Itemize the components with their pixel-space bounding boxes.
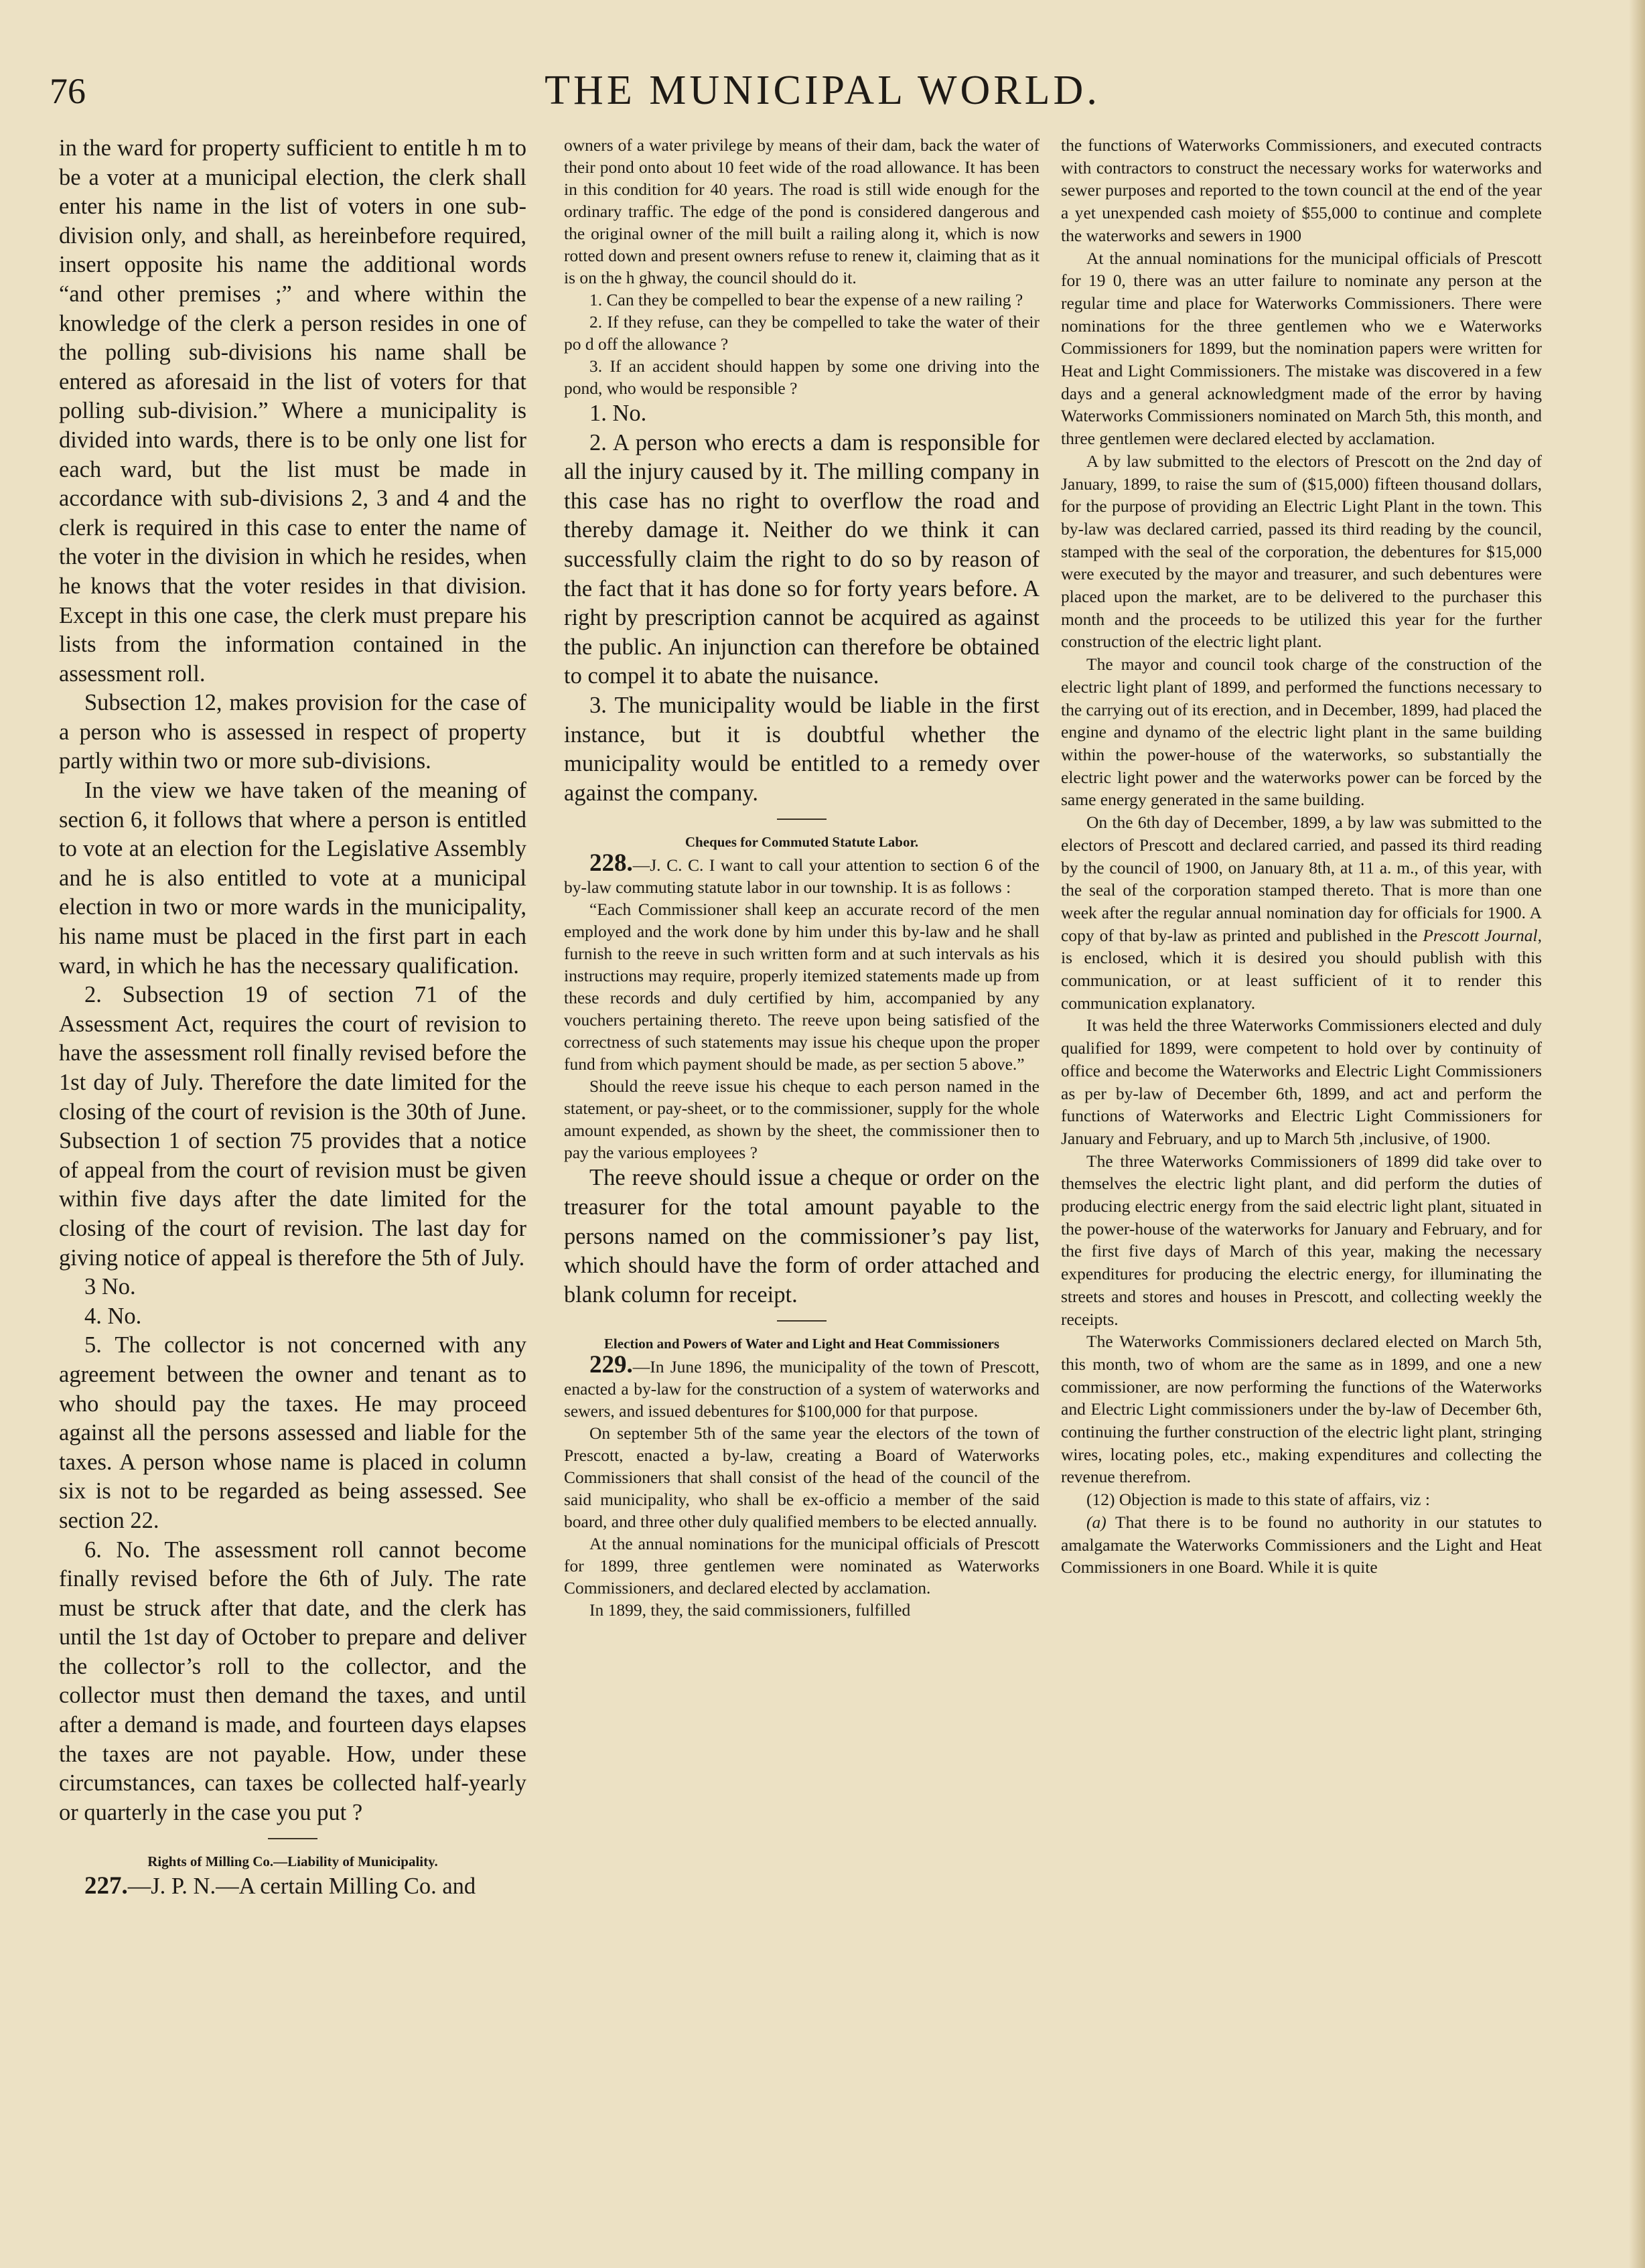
- section-heading: Cheques for Commuted Statute Labor.: [685, 834, 919, 851]
- publication-title: Prescott Journal,: [1423, 925, 1543, 945]
- question-text: —In June 1896, the municipality of the town of Prescott, enacted a by-law for the construction of a system of waterworks and sewers, and issued debentures for $100,000 for that purpose.: [564, 1357, 1040, 1421]
- section-heading: Rights of Milling Co.—Liability of Municipality.: [147, 1853, 438, 1870]
- paragraph: 2. Subsection 19 of section 71 of the Assessment Act, requires the court of revision to have the assessment roll finally revised before the 1st day of July. Therefore the date limited for the closing of the court of revision is the 30th of June. Subsection 1 of section 75 provides that a notice of appeal from the court of revision must be given within five days after the date limited for the closing of the court of revision. The last day for giving notice of appeal is therefore the 5th of July.: [59, 982, 526, 1271]
- question-item: 1. Can they be compelled to bear the expense of a new railing ?: [589, 290, 1023, 309]
- page-header: [0, 0, 1645, 127]
- paragraph: The three Waterworks Commissioners of 1899 did take over to themselves the electric light plant, and did perform the duties of producing electric energy from the said electric light plant, situated in the power-house of the waterworks for January and February, and for the first five days of March of this year, making the necessary expenditures for producing the electric energy, for illuminating the streets and stores and houses in Prescott, and collecting weekly the receipts.: [1061, 1151, 1542, 1329]
- paragraph: In 1899, they, the said commissioners, fulfilled: [589, 1600, 911, 1620]
- question-item: 2. If they refuse, can they be compelled to take the water of their po d off the allowance ?: [564, 312, 1040, 354]
- question-228: [564, 849, 1040, 898]
- paragraph: the functions of Waterworks Commissioners, and executed contracts with contractors to construct the necessary works for waterworks and sewer purposes and reported to the town council at the end of the year a yet unexpended cash moiety of $55,000 to continue and complete the waterworks and sewers in 1900: [1061, 135, 1542, 245]
- paragraph-text: On the 6th day of December, 1899, a by law was submitted to the electors of Prescott and declared carried, and passed its third reading by the council of 1900, on January 8th, at 11 a. m., of this year, with the seal of the corporation stamped thereto. That is more than one week after the regular annual nomination day for officials for 1900. A copy of that by-law as printed and published in the: [1061, 812, 1542, 945]
- item-letter: (a): [1086, 1512, 1106, 1532]
- answer-item: 1. No.: [589, 401, 647, 426]
- paragraph: 5. The collector is not concerned with any agreement between the owner and tenant as to who should pay the taxes. He may proceed against all the persons assessed and liable for the taxes. A person whose name is placed in column six is not to be regarded as being assessed. See section 22.: [59, 1332, 526, 1533]
- question-229: [564, 1351, 1040, 1422]
- column-2: [564, 134, 1040, 1621]
- page-number: 76: [50, 71, 86, 111]
- paragraph: (12) Objection is made to this state of affairs, viz :: [1086, 1490, 1430, 1510]
- answer-item: 4. No.: [84, 1303, 142, 1329]
- paragraph: in the ward for property sufficient to entitle h m to be a voter at a municipal election, the clerk shall enter his name in the list of voters in one sub-division only, and shall, as hereinbefore required, insert opposite his name the additional words “and other premises ;” and where within the knowledge of the clerk a person resides in one of the polling sub-divisions his name shall be entered as aforesaid in the list of voters for that polling sub-division.” Where a municipality is divided into wards, there is to be only one list for each ward, but the list must be made in accordance with sub-divisions 2, 3 and 4 and the clerk is required in this case to enter the name of the voter in the division in which he resides, when he knows that the voter resides in that division. Except in this one case, the clerk must prepare his lists from the information contained in the assessment roll.: [59, 135, 526, 687]
- question-number: 227.: [84, 1872, 128, 1900]
- page-title: THE MUNICIPAL WORLD.: [545, 68, 1100, 113]
- quoted-section: “Each Commissioner shall keep an accurate record of the men employed and the work done by him under this by-law and he shall furnish to the reeve in such written form and at such intervals as his instructions may require, properly itemized statements made up from these records and duly certified by him, accompanied by any vouchers pertaining thereto. The reeve upon being satisfied of the correctness of such statements may issue his cheque upon the proper fund from which payment should be made, as per section 5 above.”: [564, 900, 1040, 1074]
- question-227: [59, 1871, 526, 1902]
- column-3: [1061, 134, 1542, 1579]
- paragraph: The Waterworks Commissioners declared elected on March 5th, this month, two of whom are the same as in 1899, and one a new commissioner, are now performing the functions of the Waterworks and Electric Light commissioners under the by-law of December 6th, continuing the further construction of the electric light plant, stringing wires, locating poles, etc., making expenditures and collecting the revenue therefrom.: [1061, 1332, 1542, 1487]
- section-divider: [777, 819, 827, 820]
- paragraph: It was held the three Waterworks Commissioners elected and duly qualified for 1899, were competent to hold over by continuity of office and become the Waterworks and Electric Light Commissioners as per by-law of December 6th, 1899, and act and perform the functions of Waterworks and Electric Light Commissioners for January and February, and up to March 5th ,inclusive, of 1900.: [1061, 1015, 1542, 1148]
- paragraph: In the view we have taken of the meaning of section 6, it follows that where a person is entitled to vote at an election for the Legislative Assembly and he is also entitled to vote at a municipal election in two or more wards in the municipality, his name must be placed in the first part in each ward, in which he has the necessary qualification.: [59, 778, 526, 979]
- paragraph-text: is enclosed, which it is desired you should publish with this communication, or at least sufficient of it to render this communication explanatory.: [1061, 948, 1542, 1013]
- paragraph: At the annual nominations for the municipal officials of Prescott for 1899, three gentlemen were nominated as Waterworks Commissioners, and declared elected by acclamation.: [564, 1534, 1040, 1598]
- paragraph: Subsection 12, makes provision for the case of a person who is assessed in respect of property partly within two or more sub-divisions.: [59, 690, 526, 774]
- paragraph: On september 5th of the same year the electors of the town of Prescott, enacted a by-law, creating a Board of Waterworks Commissioners that shall consist of the head of the council of the said municipality, who shall be ex-officio a member of the said board, and three other duly qualified members to be elected annually.: [564, 1423, 1040, 1532]
- paragraph: At the annual nominations for the municipal officials of Prescott for 19 0, there was an utter failure to nominate any person at the regular time and place for Waterworks Commissioners. There were nominations for the three gentlemen who we e Waterworks Commissioners for 1899, but the nomination papers were written for Heat and Light Commissioners. The mistake was discovered in a few days and a general acknowledgment made of the error by having Waterworks Commissioners nominated on March 5th, this month, and three gentlemen were declared elected by acclamation.: [1061, 248, 1542, 449]
- answer-item: 2. A person who erects a dam is responsible for all the injury caused by it. The milling company in this case has no right to overflow the road and thereby damage it. Neither do we think it can successfully claim the right to do so by reason of the fact that it has done so for forty years before. A right by prescription cannot be acquired as against the public. An injunction can therefore be obtained to compel it to abate the nuisance.: [564, 429, 1040, 689]
- answer-item: The reeve should issue a cheque or order on the treasurer for the total amount payable to the persons named on the commissioner’s pay list, which should have the form of order attached and blank column for receipt.: [564, 1165, 1040, 1307]
- paragraph: Should the reeve issue his cheque to each person named in the statement, or pay-sheet, or to the commissioner, supply for the whole amount expended, as shown by the sheet, the commissioner then to pay the various employees ?: [564, 1076, 1040, 1163]
- section-divider: [268, 1838, 317, 1839]
- paragraph: A by law submitted to the electors of Prescott on the 2nd day of January, 1899, to raise the sum of ($15,000) fifteen thousand dollars, for the purpose of providing an Electric Light Plant in the town. This by-law was declared carried, passed its third reading by the council, stamped with the seal of the corporation, the debentures for $15,000 were executed by the mayor and treasurer, and such debentures were placed upon the market, are to be delivered to the purchaser this month and the proceeds to be utilized this year for the further construction of the electric light plant.: [1061, 451, 1542, 652]
- answer-item: 3 No.: [84, 1274, 136, 1300]
- section-divider: [777, 1320, 827, 1322]
- paragraph: [1061, 1511, 1542, 1579]
- paragraph: owners of a water privilege by means of their dam, back the water of their pond onto about 10 feet wide of the road allowance. It has been in this condition for 40 years. The road is still wide enough for the ordinary traffic. The edge of the pond is considered dangerous and the original owner of the mill built a railing along it, which is now rotted down and present owners refuse to renew it, claiming that as it is on the h ghway, the council should do it.: [564, 135, 1040, 287]
- question-text: —J. C. C. I want to call your attention to section 6 of the by-law commuting statute labor in our township. It is as follows :: [564, 855, 1040, 898]
- question-item: 3. If an accident should happen by some one driving into the pond, who would be responsible ?: [564, 356, 1040, 398]
- paragraph-text: That there is to be found no authority in our statutes to amalgamate the Waterworks Commissioners and the Light and Heat Commissioners in one Board. While it is quite: [1061, 1512, 1543, 1577]
- column-1: [59, 134, 526, 1902]
- question-number: 229.: [589, 1351, 633, 1379]
- question-text: —J. P. N.—A certain Milling Co. and: [127, 1873, 476, 1900]
- question-number: 228.: [589, 849, 633, 877]
- paragraph: The mayor and council took charge of the construction of the electric light plant of 1899, and performed the functions necessary to the carrying out of its erection, and in December, 1899, had placed the engine and dynamo of the electric light plant in the same building within the power-house of the waterworks, so substantially the electric light power and the waterworks power can be forced by the same energy generated in the same building.: [1061, 654, 1542, 810]
- page-edge-shadow: [1629, 0, 1645, 2268]
- paragraph: [1061, 811, 1542, 1014]
- paragraph: 6. No. The assessment roll cannot become finally revised before the 6th of July. The rate must be struck after that date, and the clerk has until the 1st day of October to prepare and deliver the collector’s roll to the collector, and the collector must then demand the taxes, and until after a demand is made, and fourteen days elapses the taxes are not payable. How, under these circumstances, can taxes be collected half-yearly or quarterly in the case you put ?: [59, 1537, 526, 1825]
- answer-item: 3. The municipality would be liable in the first instance, but it is doubtful whether the municipality would be entitled to a remedy over against the company.: [564, 692, 1040, 806]
- section-heading: Election and Powers of Water and Light and Heat Commissioners: [603, 1336, 1000, 1352]
